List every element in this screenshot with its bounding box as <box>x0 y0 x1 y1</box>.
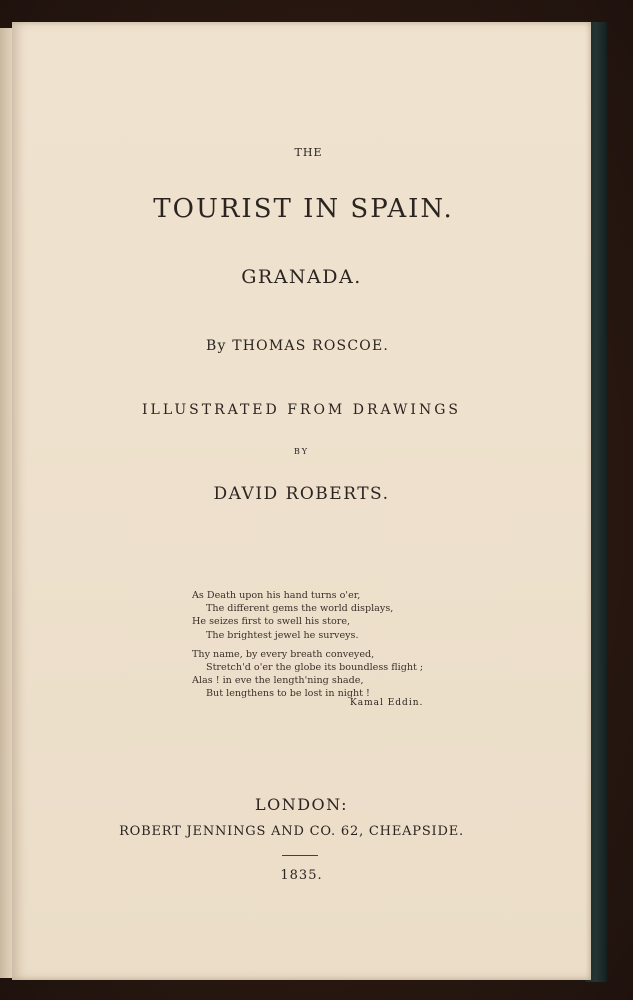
epigraph-line: The different gems the world displays, <box>206 603 394 615</box>
imprint-divider <box>282 855 318 856</box>
epigraph-line: He seizes first to swell his store, <box>192 616 351 628</box>
epigraph-attribution: Kamal Eddin. <box>350 698 424 708</box>
title-page <box>12 22 591 980</box>
epigraph-line: The brightest jewel he surveys. <box>206 629 359 641</box>
illustrator-name: DAVID ROBERTS. <box>213 484 390 504</box>
epigraph-line: As Death upon his hand turns o'er, <box>192 590 361 601</box>
by-line: BY <box>293 447 310 456</box>
epigraph-line: But lengthens to be lost in night ! <box>206 688 370 700</box>
epigraph-line: Thy name, by every breath conveyed, <box>192 648 375 660</box>
epigraph-line: Alas ! in eve the length'ning shade, <box>192 675 364 687</box>
illustrated-line: ILLUSTRATED FROM DRAWINGS <box>142 402 461 418</box>
imprint-year: 1835. <box>280 868 323 883</box>
book-title: TOURIST IN SPAIN. <box>153 194 454 224</box>
book-subtitle: GRANADA. <box>241 266 362 288</box>
imprint-city: LONDON: <box>254 795 348 814</box>
epigraph-line: Stretch'd o'er the globe its boundless flight ; <box>206 662 424 674</box>
imprint-publisher: ROBERT JENNINGS AND CO. 62, CHEAPSIDE. <box>119 824 464 839</box>
author-line: By THOMAS ROSCOE. <box>205 338 390 354</box>
epigraph <box>192 589 452 701</box>
pre-title: THE <box>294 146 323 159</box>
